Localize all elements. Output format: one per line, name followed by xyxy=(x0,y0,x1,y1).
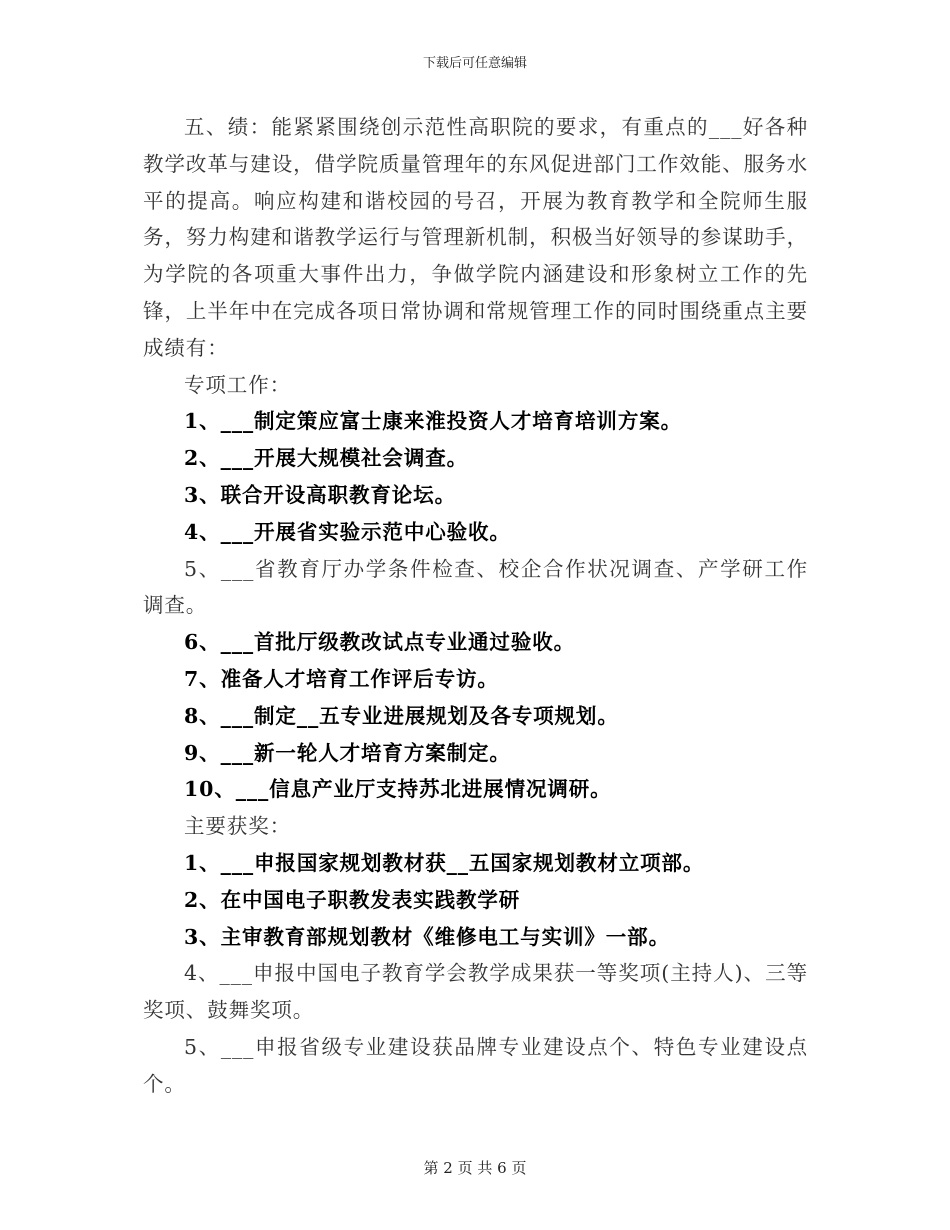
list-item: 4、___开展省实验示范中心验收。 xyxy=(184,519,511,544)
list-item: 6、___首批厅级教改试点专业通过验收。 xyxy=(184,630,576,655)
list-item: 1、___申报国家规划教材获__五国家规划教材立项部。 xyxy=(184,850,705,875)
page-number-footer: 第 2 页 共 6 页 xyxy=(423,1159,527,1177)
list-item: 10、___信息产业厅支持苏北进展情况调研。 xyxy=(184,777,612,802)
list-item: 5、___省教育厅办学条件检查、校企合作状况调查、产学研工作调查。 xyxy=(143,556,808,618)
list-item: 3、联合开设高职教育论坛。 xyxy=(184,482,456,507)
list-item: 8、___制定__五专业进展规划及各专项规划。 xyxy=(184,703,619,728)
intro-paragraph: 五、绩：能紧紧围绕创示范性高职院的要求，有重点的___好各种教学改革与建设，借学院质量管理年的东风促进部门工作效能、服务水平的提高。响应构建和谐校园的号召，开展为教育教学和全院师生服务，努力构建和谐教学运行与管理新机制，积极当好领导的参谋助手，为学院的各项重大事件出力，争做学院内涵建设和形象树立工作的先锋，上半年中在完成各项日常协调和常规管理工作的同时围绕重点主要成绩有： xyxy=(143,115,808,360)
section-heading-awards: 主要获奖： xyxy=(184,814,291,839)
list-item: 2、___开展大规模社会调查。 xyxy=(184,446,469,471)
list-item: 1、___制定策应富士康来淮投资人才培育培训方案。 xyxy=(184,409,683,434)
list-item: 4、___申报中国电子教育学会教学成果获一等奖项(主持人)、三等奖项、鼓舞奖项。 xyxy=(143,961,808,1023)
list-item: 9、___新一轮人才培育方案制定。 xyxy=(184,740,511,765)
list-item: 7、准备人才培育工作评后专访。 xyxy=(184,666,499,691)
document-body xyxy=(143,109,808,1103)
list-item: 3、主审教育部规划教材《维修电工与实训》一部。 xyxy=(184,924,670,949)
list-item: 5、___申报省级专业建设获品牌专业建设点个、特色专业建设点个。 xyxy=(143,1034,808,1096)
list-item: 2、在中国电子职教发表实践教学研 xyxy=(184,887,521,912)
page-header: 下载后可任意编辑 xyxy=(422,56,527,71)
section-heading-special-work: 专项工作： xyxy=(184,372,291,397)
